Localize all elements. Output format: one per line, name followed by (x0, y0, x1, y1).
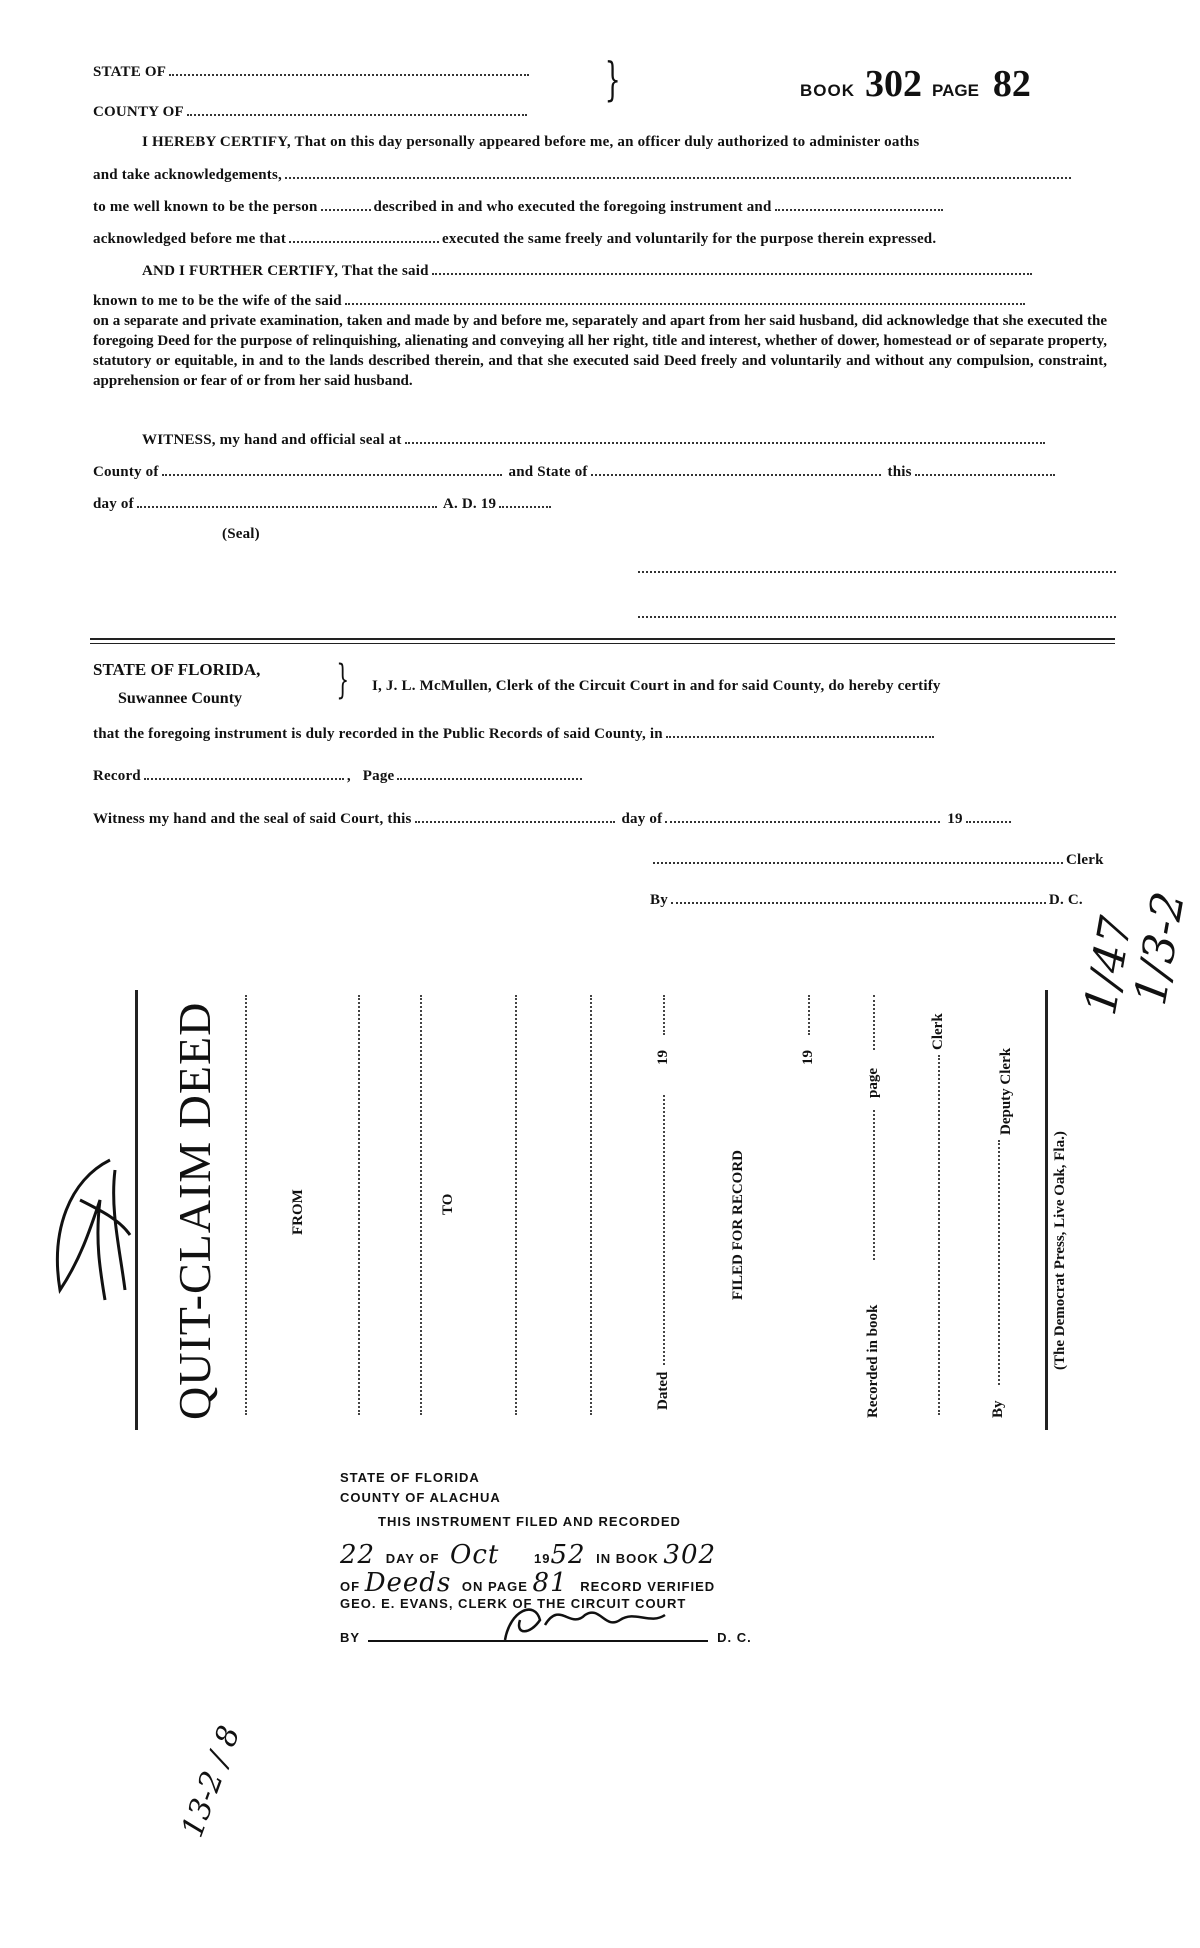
dated-label: Dated (655, 1371, 671, 1410)
page-label: PAGE (932, 81, 979, 100)
further-certify-line: AND I FURTHER CERTIFY, That the said (142, 263, 1035, 280)
deputy-clerk-label: Deputy Clerk (998, 1047, 1014, 1135)
stamp-day-line: 22 DAY OF Oct 1952 IN BOOK 302 (340, 1540, 717, 1570)
record-page-line: Record , Page (93, 768, 585, 785)
to-name-rule (515, 995, 517, 1415)
clerk-state: STATE OF FLORIDA, (93, 660, 261, 679)
certify-line-3: to me well known to be the person described in and who executed the foregoing instrument and (93, 199, 946, 216)
quit-claim-deed-title: QUIT-CLAIM DEED (169, 1001, 220, 1420)
stamp-page-line: OF Deeds ON PAGE 81 RECORD VERIFIED (340, 1568, 716, 1598)
witness-seal-line: WITNESS, my hand and official seal at (142, 432, 1048, 449)
deputy-clerk-line: By D. C. (650, 892, 1083, 908)
dated-year: 19 (655, 1050, 671, 1065)
from-rule (245, 995, 247, 1415)
stamp-state: STATE OF FLORIDA (340, 1470, 480, 1485)
stamp-page: 81 (532, 1568, 568, 1598)
page-rule (873, 995, 875, 1050)
printer-credit: (The Democrat Press, Live Oak, Fla.) (1052, 1131, 1068, 1370)
clerk-rule (938, 1055, 940, 1415)
officer-signature-line-1 (635, 560, 1119, 578)
book-rule (873, 1110, 875, 1260)
state-of-line: STATE OF (93, 64, 532, 81)
stamp-record-type: Deeds (364, 1568, 452, 1598)
clerk-brace: } (336, 657, 350, 703)
stamp-book: 302 (663, 1540, 717, 1570)
page-number: 82 (992, 63, 1031, 105)
bottom-margin-note: 13-2 / 8 (175, 1721, 248, 1842)
examination-paragraph: on a separate and private examination, taken and made by and before me, separately and apart from her said husband, did acknowledge that she executed the foregoing Deed for the purpose of relinquishing, alienating and conveying all her right, title and interest, whether of dower, homestead or of separate property, statutory or equitable, in and to the lands described therein, and that she executed said Deed freely and voluntarily and without any compulsion, constraint, apprehension or fear of or from her said husband. (93, 313, 1107, 389)
filed-for-record-label: FILED FOR RECORD (730, 1149, 746, 1300)
page-label-vertical: page (865, 1068, 881, 1098)
to-label: TO (440, 1193, 456, 1215)
book-number: 302 (865, 63, 922, 105)
dated-year-rule (663, 995, 665, 1035)
stamp-year: 52 (550, 1540, 586, 1570)
stamp-county: COUNTY OF ALACHUA (340, 1490, 501, 1505)
to-name-rule-2 (590, 995, 592, 1415)
side-number-1: 1/47 (1075, 912, 1143, 1019)
stamp-clerk-name: GEO. E. EVANS, CLERK OF THE CIRCUIT COURT (340, 1596, 687, 1611)
clerk-line-2: that the foregoing instrument is duly recorded in the Public Records of said County, in (93, 726, 937, 743)
certify-line-2: and take acknowledgements, (93, 167, 1074, 184)
separator-rule-1 (90, 638, 1115, 640)
stamp-filed-recorded: THIS INSTRUMENT FILED AND RECORDED (378, 1514, 681, 1529)
dated-rule (663, 1095, 665, 1365)
clerk-intro: I, J. L. McMullen, Clerk of the Circuit Court in and for said County, do hereby certify (372, 678, 941, 694)
deputy-rule (998, 1140, 1000, 1385)
county-of-line: COUNTY OF (93, 104, 530, 121)
recorded-in-book-label: Recorded in book (865, 1304, 881, 1418)
day-ad-line: day of A. D. 19 (93, 496, 554, 513)
stamp-month: Oct (450, 1540, 500, 1570)
certify-line-1: I HEREBY CERTIFY, That on this day personally appeared before me, an officer duly authorized to administer oaths (142, 134, 920, 150)
stamp-day: 22 (340, 1540, 376, 1570)
deputy-clerk-signature (490, 1590, 690, 1650)
back-form-left-border (135, 990, 138, 1430)
handwritten-initials (40, 1140, 135, 1310)
clerk-label-vertical: Clerk (930, 1013, 946, 1050)
seal-label: (Seal) (222, 526, 260, 542)
wife-of-line: known to me to be the wife of the said (93, 293, 1028, 310)
to-rule (420, 995, 422, 1415)
from-label: FROM (290, 1189, 306, 1235)
from-name-rule (358, 995, 360, 1415)
filed-year-rule (808, 995, 810, 1035)
by-label-vertical: By (990, 1400, 1006, 1418)
clerk-county: Suwannee County (118, 690, 243, 707)
stamp-by-line: BY D. C. (340, 1630, 752, 1645)
county-state-line: County of and State of this (93, 464, 1058, 481)
certify-line-4: acknowledged before me that executed the same freely and voluntarily for the purpose therein expressed. (93, 231, 937, 247)
book-label: BOOK (800, 81, 855, 100)
clerk-signature-line: Clerk (650, 852, 1104, 869)
book-page-stamp (800, 62, 1031, 106)
officer-signature-line-2 (635, 605, 1119, 623)
separator-rule-2 (90, 643, 1115, 644)
header-brace: } (604, 52, 621, 106)
back-form-right-border (1045, 990, 1048, 1430)
side-number-2: 1/3-2 (1125, 888, 1195, 1009)
clerk-witness-line: Witness my hand and the seal of said Court, this day of 19 (93, 811, 1014, 828)
filed-year: 19 (800, 1050, 816, 1065)
